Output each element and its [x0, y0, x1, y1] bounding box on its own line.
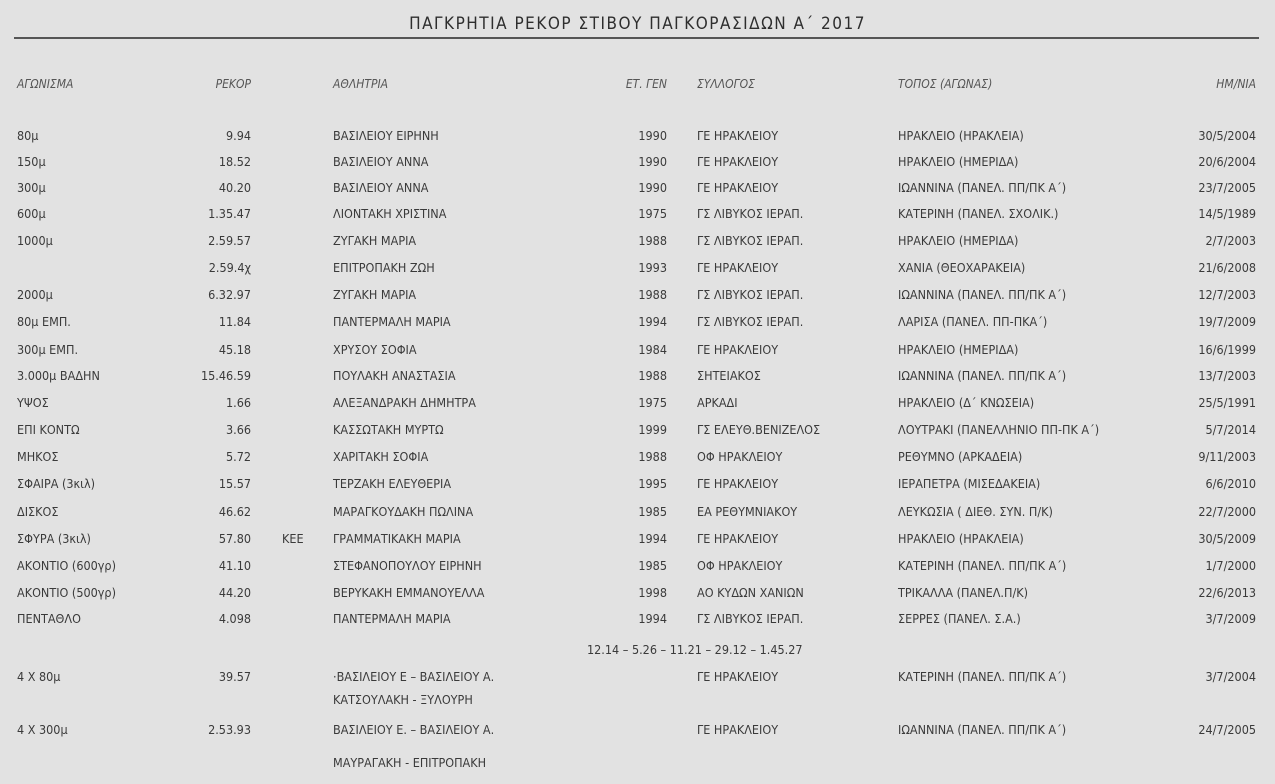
- record-athlete: ΠΑΝΤΕΡΜΑΛΗ ΜΑΡΙΑ: [333, 611, 451, 626]
- header-club: ΣΥΛΛΟΓΟΣ: [697, 77, 756, 91]
- record-club: ΟΦ ΗΡΑΚΛΕΙΟΥ: [697, 449, 783, 464]
- record-value: 1.66: [225, 395, 251, 410]
- record-date: 3/7/2009: [1205, 611, 1256, 626]
- header-event: ΑΓΩΝΙΣΜΑ: [17, 77, 74, 91]
- record-event: 3.000μ ΒΑΔΗΝ: [17, 368, 100, 383]
- record-place: ΗΡΑΚΛΕΙΟ (ΗΜΕΡΙΔΑ): [898, 233, 1019, 248]
- record-date: 22/6/2013: [1198, 585, 1256, 600]
- record-birth-year: 1985: [638, 504, 667, 519]
- record-place: ΧΑΝΙΑ (ΘΕΟΧΑΡΑΚΕΙΑ): [898, 260, 1026, 275]
- record-club: ΓΕ ΗΡΑΚΛΕΙΟΥ: [697, 342, 779, 357]
- relay-record: 2.53.93: [208, 722, 251, 737]
- record-birth-year: 1988: [638, 449, 667, 464]
- record-event: ΕΠΙ ΚΟΝΤΩ: [17, 422, 80, 437]
- record-value: 3.66: [225, 422, 251, 437]
- header-athlete: ΑΘΛΗΤΡΙΑ: [333, 77, 389, 91]
- record-value: 40.20: [218, 180, 251, 195]
- record-club: ΓΕ ΗΡΑΚΛΕΙΟΥ: [697, 476, 779, 491]
- record-birth-year: 1984: [638, 342, 667, 357]
- relay-club: ΓΕ ΗΡΑΚΛΕΙΟΥ: [697, 669, 779, 684]
- record-athlete: ΧΑΡΙΤΑΚΗ ΣΟΦΙΑ: [333, 449, 429, 464]
- table-row: [0, 583, 1275, 603]
- record-athlete: ΑΛΕΞΑΝΔΡΑΚΗ ΔΗΜΗΤΡΑ: [333, 395, 476, 410]
- record-club: ΓΣ ΛΙΒΥΚΟΣ ΙΕΡΑΠ.: [697, 287, 804, 302]
- relay-athletes-line2: ΜΑΥΡΑΓΑΚΗ - ΕΠΙΤΡΟΠΑΚΗ: [333, 755, 487, 770]
- record-birth-year: 1975: [638, 206, 667, 221]
- record-place: ΗΡΑΚΛΕΙΟ (ΗΜΕΡΙΔΑ): [898, 154, 1019, 169]
- record-event: 300μ ΕΜΠ.: [17, 342, 79, 357]
- record-athlete: ΓΡΑΜΜΑΤΙΚΑΚΗ ΜΑΡΙΑ: [333, 531, 461, 546]
- table-row: [0, 178, 1275, 198]
- record-date: 25/5/1991: [1198, 395, 1256, 410]
- record-birth-year: 1990: [638, 128, 667, 143]
- record-date: 9/11/2003: [1198, 449, 1256, 464]
- table-row: [0, 366, 1275, 386]
- record-event: 80μ ΕΜΠ.: [17, 314, 71, 329]
- record-date: 2/7/2003: [1205, 233, 1256, 248]
- record-club: ΓΣ ΛΙΒΥΚΟΣ ΙΕΡΑΠ.: [697, 314, 804, 329]
- record-value: 15.46.59: [200, 368, 251, 383]
- record-date: 30/5/2004: [1198, 128, 1256, 143]
- table-row: [0, 231, 1275, 251]
- relay-date: 24/7/2005: [1198, 722, 1256, 737]
- record-value: 9.94: [225, 128, 251, 143]
- record-birth-year: 1994: [638, 611, 667, 626]
- record-value: 46.62: [218, 504, 251, 519]
- record-mark: ΚΕΕ: [282, 531, 304, 546]
- record-place: ΣΕΡΡΕΣ (ΠΑΝΕΛ. Σ.Α.): [898, 611, 1021, 626]
- record-date: 16/6/1999: [1198, 342, 1256, 357]
- record-place: ΗΡΑΚΛΕΙΟ (ΗΡΑΚΛΕΙΑ): [898, 128, 1024, 143]
- record-birth-year: 1988: [638, 368, 667, 383]
- table-row: [0, 204, 1275, 224]
- record-birth-year: 1988: [638, 233, 667, 248]
- relay-place: ΙΩΑΝΝΙΝΑ (ΠΑΝΕΛ. ΠΠ/ΠΚ Α΄): [898, 722, 1067, 737]
- record-club: ΟΦ ΗΡΑΚΛΕΙΟΥ: [697, 558, 783, 573]
- record-value: 15.57: [218, 476, 251, 491]
- relay-place: ΚΑΤΕΡΙΝΗ (ΠΑΝΕΛ. ΠΠ/ΠΚ Α΄): [898, 669, 1067, 684]
- record-birth-year: 1994: [638, 531, 667, 546]
- record-value: 57.80: [218, 531, 251, 546]
- record-athlete: ΛΙΟΝΤΑΚΗ ΧΡΙΣΤΙΝΑ: [333, 206, 447, 221]
- record-event: 80μ: [17, 128, 39, 143]
- record-club: ΑΟ ΚΥΔΩΝ ΧΑΝΙΩΝ: [697, 585, 804, 600]
- record-date: 6/6/2010: [1205, 476, 1256, 491]
- record-club: ΓΣ ΛΙΒΥΚΟΣ ΙΕΡΑΠ.: [697, 233, 804, 248]
- record-date: 14/5/1989: [1198, 206, 1256, 221]
- record-birth-year: 1998: [638, 585, 667, 600]
- record-club: ΕΑ ΡΕΘΥΜΝΙΑΚΟΥ: [697, 504, 798, 519]
- record-athlete: ΒΑΣΙΛΕΙΟΥ ΕΙΡΗΝΗ: [333, 128, 439, 143]
- table-row: [0, 312, 1275, 332]
- record-club: ΓΣ ΛΙΒΥΚΟΣ ΙΕΡΑΠ.: [697, 206, 804, 221]
- relay-date: 3/7/2004: [1205, 669, 1256, 684]
- record-athlete: ΖΥΓΑΚΗ ΜΑΡΙΑ: [333, 233, 417, 248]
- table-row: [0, 502, 1275, 522]
- record-athlete: ΒΑΣΙΛΕΙΟΥ ΑΝΝΑ: [333, 180, 429, 195]
- table-row: [0, 126, 1275, 146]
- record-date: 23/7/2005: [1198, 180, 1256, 195]
- record-value: 2.59.57: [208, 233, 251, 248]
- record-event: ΜΗΚΟΣ: [17, 449, 59, 464]
- record-birth-year: 1988: [638, 287, 667, 302]
- record-event: 1000μ: [17, 233, 53, 248]
- record-value: 5.72: [225, 449, 251, 464]
- record-athlete: ΜΑΡΑΓΚΟΥΔΑΚΗ ΠΩΛΙΝΑ: [333, 504, 474, 519]
- record-value: 44.20: [218, 585, 251, 600]
- record-event: ΣΦΥΡΑ (3κιλ): [17, 531, 91, 546]
- record-place: ΙΕΡΑΠΕΤΡΑ (ΜΙΣΕΔΑΚΕΙΑ): [898, 476, 1041, 491]
- record-birth-year: 1985: [638, 558, 667, 573]
- record-value: 1.35.47: [208, 206, 251, 221]
- record-birth-year: 1994: [638, 314, 667, 329]
- record-event: ΠΕΝΤΑΘΛΟ: [17, 611, 81, 626]
- record-event: ΑΚΟΝΤΙΟ (500γρ): [17, 585, 116, 600]
- table-row: [0, 393, 1275, 413]
- record-date: 13/7/2003: [1198, 368, 1256, 383]
- record-birth-year: 1975: [638, 395, 667, 410]
- table-header: [0, 74, 1275, 94]
- record-value: 45.18: [218, 342, 251, 357]
- record-value: 41.10: [218, 558, 251, 573]
- record-place: ΚΑΤΕΡΙΝΗ (ΠΑΝΕΛ. ΠΠ/ΠΚ Α΄): [898, 558, 1067, 573]
- record-club: ΓΕ ΗΡΑΚΛΕΙΟΥ: [697, 180, 779, 195]
- record-event: 300μ: [17, 180, 46, 195]
- record-place: ΗΡΑΚΛΕΙΟ (ΗΜΕΡΙΔΑ): [898, 342, 1019, 357]
- record-event: 600μ: [17, 206, 46, 221]
- record-date: 1/7/2000: [1205, 558, 1256, 573]
- record-birth-year: 1995: [638, 476, 667, 491]
- record-place: ΗΡΑΚΛΕΙΟ (Δ΄ ΚΝΩΣΕΙΑ): [898, 395, 1035, 410]
- record-club: ΓΕ ΗΡΑΚΛΕΙΟΥ: [697, 260, 779, 275]
- header-year: ΕΤ. ΓΕΝ: [625, 77, 667, 91]
- table-row: [0, 258, 1275, 278]
- record-event: 150μ: [17, 154, 46, 169]
- record-event: ΣΦΑΙΡΑ (3κιλ): [17, 476, 96, 491]
- record-athlete: ΤΕΡΖΑΚΗ ΕΛΕΥΘΕΡΙΑ: [333, 476, 452, 491]
- record-birth-year: 1999: [638, 422, 667, 437]
- record-place: ΛΕΥΚΩΣΙΑ ( ΔΙΕΘ. ΣΥΝ. Π/Κ): [898, 504, 1053, 519]
- record-date: 21/6/2008: [1198, 260, 1256, 275]
- record-place: ΚΑΤΕΡΙΝΗ (ΠΑΝΕΛ. ΣΧΟΛΙΚ.): [898, 206, 1059, 221]
- table-row: [0, 285, 1275, 305]
- record-place: ΛΟΥΤΡΑΚΙ (ΠΑΝΕΛΛΗΝΙΟ ΠΠ-ΠΚ Α΄): [898, 422, 1100, 437]
- record-athlete: ΣΤΕΦΑΝΟΠΟΥΛΟΥ ΕΙΡΗΝΗ: [333, 558, 482, 573]
- record-athlete: ΕΠΙΤΡΟΠΑΚΗ ΖΩΗ: [333, 260, 435, 275]
- record-place: ΙΩΑΝΝΙΝΑ (ΠΑΝΕΛ. ΠΠ/ΠΚ Α΄): [898, 368, 1067, 383]
- record-date: 30/5/2009: [1198, 531, 1256, 546]
- record-athlete: ΠΟΥΛΑΚΗ ΑΝΑΣΤΑΣΙΑ: [333, 368, 456, 383]
- record-event: ΑΚΟΝΤΙΟ (600γρ): [17, 558, 116, 573]
- table-row: [0, 420, 1275, 440]
- record-place: ΤΡΙΚΑΛΛΑ (ΠΑΝΕΛ.Π/Κ): [898, 585, 1028, 600]
- record-birth-year: 1993: [638, 260, 667, 275]
- record-date: 5/7/2014: [1205, 422, 1256, 437]
- record-club: ΓΕ ΗΡΑΚΛΕΙΟΥ: [697, 154, 779, 169]
- title-underline: [14, 37, 1259, 39]
- record-place: ΗΡΑΚΛΕΙΟ (ΗΡΑΚΛΕΙΑ): [898, 531, 1024, 546]
- record-athlete: ΒΕΡΥΚΑΚΗ ΕΜΜΑΝΟΥΕΛΛΑ: [333, 585, 485, 600]
- relay-athletes-line1: ΒΑΣΙΛΕΙΟΥ Ε. – ΒΑΣΙΛΕΙΟΥ Α.: [333, 722, 495, 737]
- relay-athletes-line2: ΚΑΤΣΟΥΛΑΚΗ - ΞΥΛΟΥΡΗ: [333, 692, 473, 707]
- record-club: ΓΕ ΗΡΑΚΛΕΙΟΥ: [697, 128, 779, 143]
- table-row: [0, 447, 1275, 467]
- record-club: ΓΣ ΕΛΕΥΘ.ΒΕΝΙΖΕΛΟΣ: [697, 422, 821, 437]
- record-club: ΣΗΤΕΙΑΚΟΣ: [697, 368, 761, 383]
- record-value: 18.52: [218, 154, 251, 169]
- relay-event: 4 Χ 300μ: [17, 722, 68, 737]
- record-value: 2.59.4χ: [208, 260, 251, 275]
- relay-record: 39.57: [218, 669, 251, 684]
- record-value: 6.32.97: [208, 287, 251, 302]
- record-club: ΑΡΚΑΔΙ: [697, 395, 738, 410]
- record-athlete: ΒΑΣΙΛΕΙΟΥ ΑΝΝΑ: [333, 154, 429, 169]
- record-date: 20/6/2004: [1198, 154, 1256, 169]
- record-birth-year: 1990: [638, 154, 667, 169]
- record-athlete: ΚΑΣΣΩΤΑΚΗ ΜΥΡΤΩ: [333, 422, 444, 437]
- record-value: 11.84: [218, 314, 251, 329]
- pentathlon-splits: 12.14 – 5.26 – 11.21 – 29.12 – 1.45.27: [587, 642, 803, 657]
- relay-row: [0, 720, 1275, 740]
- record-date: 22/7/2000: [1198, 504, 1256, 519]
- header-place: ΤΟΠΟΣ (ΑΓΩΝΑΣ): [898, 77, 993, 91]
- table-row: [0, 152, 1275, 172]
- relay-athletes-line1: ·ΒΑΣΙΛΕΙΟΥ Ε – ΒΑΣΙΛΕΙΟΥ Α.: [333, 669, 495, 684]
- record-athlete: ΠΑΝΤΕΡΜΑΛΗ ΜΑΡΙΑ: [333, 314, 451, 329]
- table-row: [0, 556, 1275, 576]
- record-place: ΙΩΑΝΝΙΝΑ (ΠΑΝΕΛ. ΠΠ/ΠΚ Α΄): [898, 287, 1067, 302]
- table-row: [0, 609, 1275, 629]
- record-place: ΛΑΡΙΣΑ (ΠΑΝΕΛ. ΠΠ-ΠΚΑ΄): [898, 314, 1048, 329]
- record-place: ΙΩΑΝΝΙΝΑ (ΠΑΝΕΛ. ΠΠ/ΠΚ Α΄): [898, 180, 1067, 195]
- relay-row: [0, 667, 1275, 687]
- relay-event: 4 Χ 80μ: [17, 669, 61, 684]
- record-event: ΥΨΟΣ: [17, 395, 49, 410]
- record-club: ΓΣ ΛΙΒΥΚΟΣ ΙΕΡΑΠ.: [697, 611, 804, 626]
- record-birth-year: 1990: [638, 180, 667, 195]
- record-date: 19/7/2009: [1198, 314, 1256, 329]
- record-date: 12/7/2003: [1198, 287, 1256, 302]
- record-club: ΓΕ ΗΡΑΚΛΕΙΟΥ: [697, 531, 779, 546]
- record-athlete: ΖΥΓΑΚΗ ΜΑΡΙΑ: [333, 287, 417, 302]
- table-row: [0, 474, 1275, 494]
- record-value: 4.098: [218, 611, 251, 626]
- document-title: ΠΑΓΚΡΗΤΙΑ ΡΕΚΟΡ ΣΤΙΒΟΥ ΠΑΓΚΟΡΑΣΙΔΩΝ Α΄ 2017: [409, 14, 866, 34]
- record-place: ΡΕΘΥΜΝΟ (ΑΡΚΑΔΕΙΑ): [898, 449, 1023, 464]
- relay-club: ΓΕ ΗΡΑΚΛΕΙΟΥ: [697, 722, 779, 737]
- record-athlete: ΧΡΥΣΟΥ ΣΟΦΙΑ: [333, 342, 417, 357]
- header-record: ΡΕΚΟΡ: [215, 77, 251, 91]
- table-row: [0, 529, 1275, 549]
- header-date: ΗΜ/ΝΙΑ: [1216, 77, 1256, 91]
- table-row: [0, 340, 1275, 360]
- record-event: ΔΙΣΚΟΣ: [17, 504, 59, 519]
- record-event: 2000μ: [17, 287, 53, 302]
